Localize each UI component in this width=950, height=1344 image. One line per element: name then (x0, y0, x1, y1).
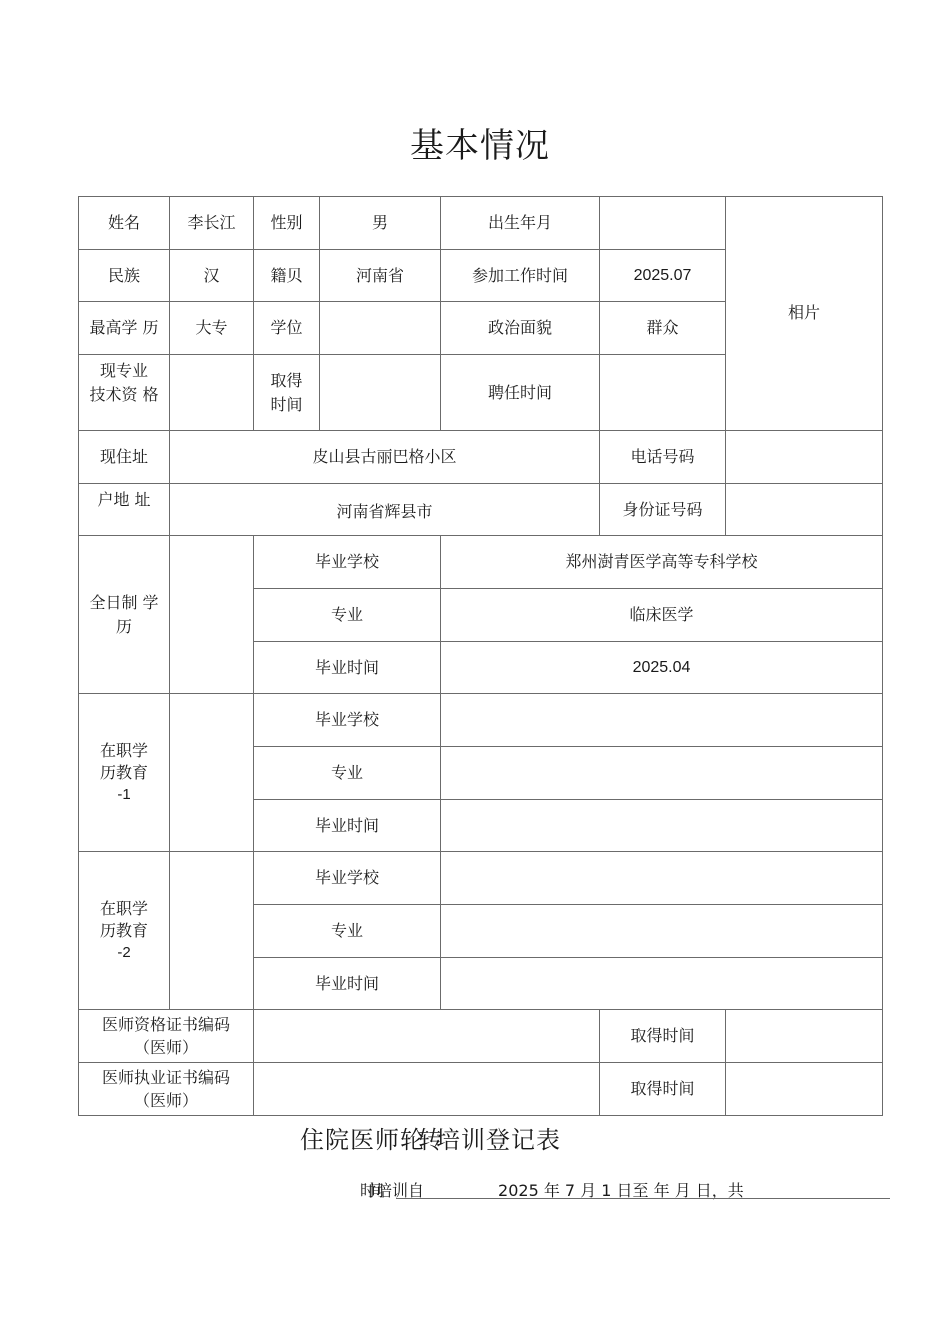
time-label-b: 培训自 (376, 1181, 425, 1200)
inservice1-school-value[interactable] (441, 694, 883, 747)
work-start-label: 参加工作时间 (441, 250, 600, 302)
work-start-value[interactable]: 2025.07 (600, 250, 726, 302)
inservice1-label-line1: 在职学 (99, 740, 148, 760)
inservice2-grad-value[interactable] (441, 958, 883, 1010)
education-label: 最高学 历 (79, 302, 170, 355)
appoint-time-value[interactable] (600, 355, 726, 431)
obtain-time-label (254, 355, 320, 431)
inservice1-label-line3: -1 (117, 785, 131, 803)
household-value[interactable]: 河南省辉县市 (170, 484, 600, 536)
subtitle-part-c: 培训登 (436, 1126, 511, 1154)
practice-cert-label (79, 1063, 254, 1116)
fulltime-education-label (79, 536, 170, 694)
inservice1-blank-cell (170, 694, 254, 852)
inservice1-major-label: 专业 (254, 747, 441, 800)
inservice1-label-line2: 历教育 (99, 762, 148, 782)
time-label-a: 时间 (360, 1181, 377, 1200)
fulltime-grad-value[interactable]: 2025.04 (441, 642, 883, 694)
qualification-value[interactable] (170, 355, 254, 431)
form-subtitle (300, 1120, 561, 1155)
address-label: 现住址 (79, 431, 170, 484)
qualification-cert-label (79, 1010, 254, 1063)
fulltime-label-line1: 全日制 学 (89, 592, 159, 612)
qualification-cert-label-line2: （医师） (133, 1038, 198, 1057)
inservice1-school-label: 毕业学校 (254, 694, 441, 747)
political-status-value[interactable]: 群众 (600, 302, 726, 355)
birth-label: 出生年月 (441, 197, 600, 250)
native-place-label: 籍贝 (254, 250, 320, 302)
inservice1-major-value[interactable] (441, 747, 883, 800)
fulltime-blank-cell (170, 536, 254, 694)
photo-cell[interactable] (726, 197, 883, 431)
id-number-label: 身份证号码 (600, 484, 726, 536)
address-value[interactable]: 皮山县古丽巴格小区 (170, 431, 600, 484)
fulltime-major-value[interactable]: 临床医学 (441, 589, 883, 642)
gender-label: 性别 (254, 197, 320, 250)
subtitle-part-b: 轮转 (400, 1126, 436, 1154)
inservice2-major-label: 专业 (254, 905, 441, 958)
phone-value[interactable] (726, 431, 883, 484)
qualification-label-line1: 现专业 (99, 361, 148, 380)
gender-value[interactable]: 男 (320, 197, 441, 250)
phone-label: 电话号码 (600, 431, 726, 484)
inservice2-school-value[interactable] (441, 852, 883, 905)
fulltime-label-line2: 历 (115, 616, 132, 636)
ethnicity-value[interactable]: 汉 (170, 250, 254, 302)
inservice2-blank-cell (170, 852, 254, 1010)
appoint-time-label: 聘任时间 (441, 355, 600, 431)
qualification-cert-label-line1: 医师资格证书编码 (101, 1015, 230, 1034)
qualification-label-line2: 技术资 格 (89, 385, 159, 404)
name-value[interactable]: 李长江 (170, 197, 254, 250)
name-label: 姓名 (79, 197, 170, 250)
qualification-cert-value[interactable] (254, 1010, 600, 1063)
inservice2-label-line1: 在职学 (99, 898, 148, 918)
id-number-value[interactable] (726, 484, 883, 536)
page-title: 基本情况 (410, 126, 550, 166)
inservice2-school-label: 毕业学校 (254, 852, 441, 905)
political-status-label: 政治面貌 (441, 302, 600, 355)
qualification-cert-time-label: 取得时间 (600, 1010, 726, 1063)
practice-cert-time-value[interactable] (726, 1063, 883, 1116)
education-value[interactable]: 大专 (170, 302, 254, 355)
obtain-time-label-line1: 取得 (270, 370, 303, 390)
inservice1-label (79, 694, 170, 852)
practice-cert-time-label: 取得时间 (600, 1063, 726, 1116)
subtitle-part-d: 记表 (511, 1126, 561, 1154)
fulltime-school-value[interactable]: 郑州澍青医学高等专科学校 (441, 536, 883, 589)
fulltime-major-label: 专业 (254, 589, 441, 642)
time-underline (396, 1198, 890, 1199)
inservice2-label-line2: 历教育 (99, 920, 148, 940)
inservice2-label-line3: -2 (117, 943, 131, 961)
inservice2-major-value[interactable] (441, 905, 883, 958)
photo-label: 相片 (787, 303, 820, 322)
fulltime-school-label: 毕业学校 (254, 536, 441, 589)
basic-info-table (78, 196, 883, 1116)
qualification-label (79, 355, 170, 431)
practice-cert-label-line2: （医师） (133, 1091, 198, 1110)
degree-value[interactable] (320, 302, 441, 355)
inservice2-label (79, 852, 170, 1010)
inservice1-grad-label: 毕业时间 (254, 800, 441, 852)
degree-label: 学位 (254, 302, 320, 355)
fulltime-grad-label: 毕业时间 (254, 642, 441, 694)
subtitle-part-a: 住院医师 (300, 1126, 400, 1154)
training-time-range[interactable]: 2025 年 7 月 1 日至 年 月 日，共 (498, 1181, 744, 1200)
practice-cert-label-line1: 医师执业证书编码 (101, 1068, 230, 1087)
practice-cert-value[interactable] (254, 1063, 600, 1116)
obtain-time-value[interactable] (320, 355, 441, 431)
obtain-time-label-line2: 时间 (270, 394, 303, 414)
inservice2-grad-label: 毕业时间 (254, 958, 441, 1010)
qualification-cert-time-value[interactable] (726, 1010, 883, 1063)
ethnicity-label: 民族 (79, 250, 170, 302)
native-place-value[interactable]: 河南省 (320, 250, 441, 302)
birth-value[interactable] (600, 197, 726, 250)
inservice1-grad-value[interactable] (441, 800, 883, 852)
household-label: 户地 址 (79, 484, 170, 536)
